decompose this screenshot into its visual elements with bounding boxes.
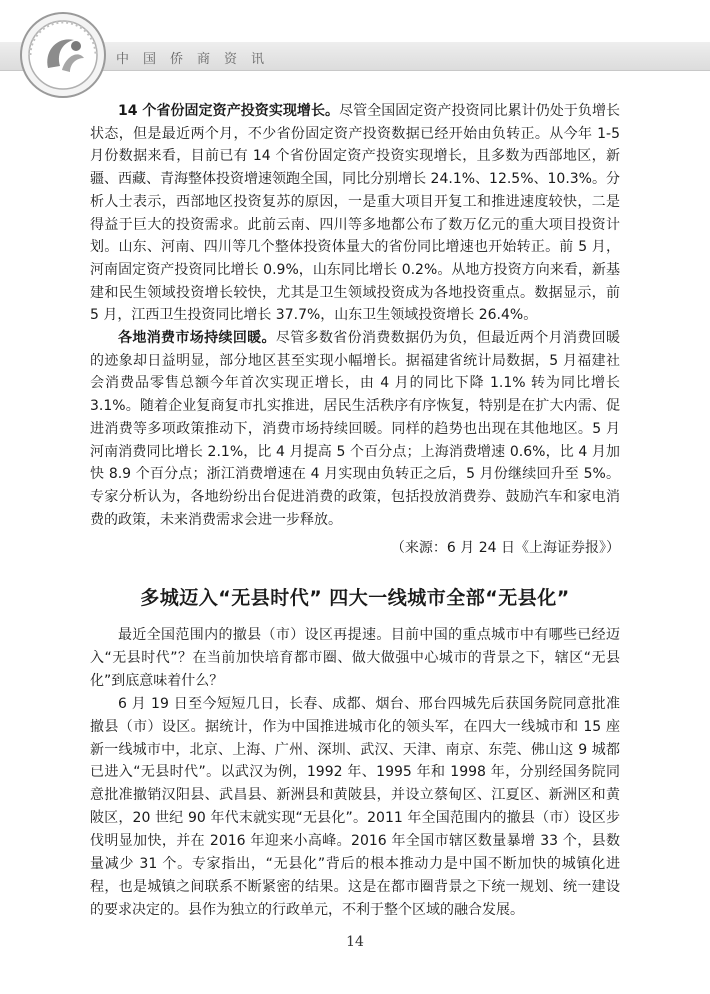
paragraph-intro: 最近全国范围内的撤县（市）设区再提速。目前中国的重点城市中有哪些已经迈入“无县时代”？在当前加快培育都市圈、做大做强中心城市的背景之下，辖区“无县化”到底意味着什么？ [90, 627, 620, 689]
association-logo-icon [18, 10, 108, 100]
paragraph-lead: 14 个省份固定资产投资实现增长。 [118, 103, 340, 119]
paragraph-body: 尽管多数省份消费数据仍为负，但最近两个月消费回暖的迹象却日益明显，部分地区甚至实现小幅增长。据福建省统计局数据，5 月福建社会消费品零售总额今年首次实现正增长，由 4 月的同比下降 1.1% 转为同比增长 3.1%。随着企业复商复市扎实推进，居民生活秩序有序恢复，特别是在扩大内需、促进消费等多项政策推动下，消费市场持续回暖。同样的趋势也出现在其他地区。5 月河南消费同比增长 2.1%，比 4 月提高 5 个百分点；上海消费增速 0.6%，比 4 月加快 8.9 个百分点；浙江消费增速在 4 月实现由负转正之后，5 月份继续回升至 5%。专家分析认为，各地纷纷出台促进消费的政策，包括投放消费券、鼓励汽车和家电消费的政策，未来消费需求会进一步释放。 [90, 330, 621, 528]
page-header [0, 0, 710, 90]
paragraph-details: 6 月 19 日至今短短几日，长春、成都、烟台、邢台四城先后获国务院同意批准撤县（市）设区。据统计，作为中国推进城市化的领头军，在四大一线城市和 15 座新一线城市中，北京、上海、广州、深圳、武汉、天津、南京、东莞、佛山这 9 城都已进入“无县时代”。以武汉为例，1992 年、1995 年和 1998 年，分别经国务院同意批准撤销汉阳县、武昌县、新洲县和黄陂县，并设立蔡甸区、江夏区、新洲区和黄陂区，20 世纪 90 年代末就实现“无县化”。2011 年全国范围内的撤县（市）设区步伐明显加快，并在 2016 年迎来小高峰。2016 年全国市辖区数量暴增 33 个，县数量减少 31 个。专家指出，“无县化”背后的根本推动力是中国不断加快的城镇化进程，也是城镇之间联系不断紧密的结果。这是在都市圈背景之下统一规划、统一建设的要求决定的。县作为独立的行政单元，不利于整个区域的融合发展。 [90, 695, 620, 918]
paragraph-lead: 各地消费市场持续回暖。 [118, 330, 276, 347]
source-citation: （来源：6 月 24 日《上海证券报》） [390, 540, 620, 557]
header-title: 中国侨商资讯 [116, 52, 279, 67]
page-number: 14 [346, 934, 364, 950]
paragraph-investment [90, 100, 620, 327]
article-headline: 多城迈入“无县时代” 四大一线城市全部“无县化” [140, 587, 570, 609]
paragraph-body: 尽管全国固定资产投资同比累计仍处于负增长状态，但是最近两个月，不少省份固定资产投资数据已经开始由负转正。从今年 1-5 月份数据来看，目前已有 14 个省份固定资产投资实现增长，且多数为西部地区，新疆、西藏、青海整体投资增速领跑全国，同比分别增长 24.1%、12.5%、10.3%。分析人士表示，西部地区投资复苏的原因，一是重大项目开复工和推进速度较快，二是得益于巨大的投资需求。此前云南、四川等多地都公布了数万亿元的重大项目投资计划。山东、河南、四川等几个整体投资体量大的省份同比增速也开始转正。前 5 月，河南固定资产投资同比增长 0.9%，山东同比增长 0.2%。从地方投资方向来看，新基建和民生领域投资增长较快，尤其是卫生领域投资成为各地投资重点。数据显示，前 5 月，江西卫生投资同比增长 37.7%，山东卫生领域投资增长 26.4%。 [90, 103, 621, 324]
article-section-county-free [90, 624, 620, 922]
paragraph-consumption [90, 327, 620, 531]
article-section-investment-consumption [90, 100, 620, 560]
